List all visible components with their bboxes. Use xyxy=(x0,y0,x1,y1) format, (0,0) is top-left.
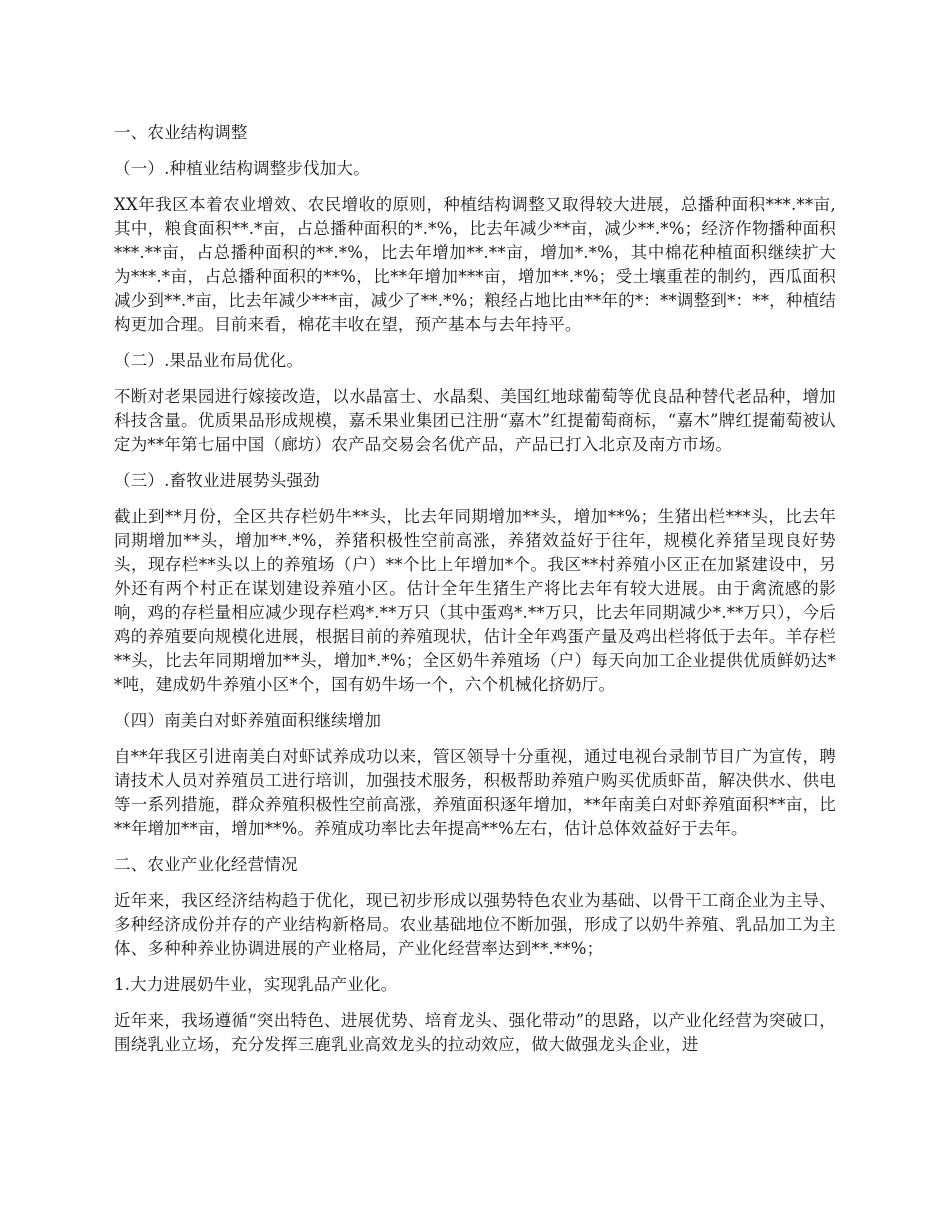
paragraph-fruit: 不断对老果园进行嫁接改造，以水晶富士、水晶梨、美国红地球葡萄等优良品种替代老品种，增加科技含量。优质果品形成规模，嘉禾果业集团已注册“嘉木”红提葡萄商标，“嘉木”牌红提葡萄被认定为**年第七届中国（廊坊）农产品交易会名优产品，产品已打入北京及南方市场。 xyxy=(114,387,836,454)
section-heading-1: 一、农业结构调整 xyxy=(114,123,248,142)
subsection-heading-2-1: 1.大力进展奶牛业，实现乳品产业化。 xyxy=(114,975,398,994)
subsection-heading-1-2: （二）.果品业布局优化。 xyxy=(114,351,304,370)
subsection-heading-1-4: （四）南美白对虾养殖面积继续增加 xyxy=(114,711,382,730)
paragraph-dairy: 近年来，我场遵循“突出特色、进展优势、培育龙头、强化带动”的思路，以产业化经营为突破口，围绕乳业立场，充分发挥三鹿乳业高效龙头的拉动效应，做大做强龙头企业，进 xyxy=(114,1011,836,1054)
paragraph-industrialization: 近年来，我区经济结构趋于优化，现已初步形成以强势特色农业为基础、以骨干工商企业为主导、多种经济成份并存的产业结构新格局。农业基础地位不断加强，形成了以奶牛养殖、乳品加工为主体、多种种养业协调进展的产业格局，产业化经营率达到**.**%； xyxy=(114,891,836,958)
section-heading-2: 二、农业产业化经营情况 xyxy=(114,855,298,874)
paragraph-shrimp: 自**年我区引进南美白对虾试养成功以来，管区领导十分重视，通过电视台录制节目广为宣传，聘请技术人员对养殖员工进行培训，加强技术服务，积极帮助养殖户购买优质虾苗，解决供水、供电等一系列措施，群众养殖积极性空前高涨，养殖面积逐年增加，**年南美白对虾养殖面积**亩，比**年增加**亩，增加**%。养殖成功率比去年提高**%左右，估计总体效益好于去年。 xyxy=(114,747,836,838)
document-body xyxy=(114,121,836,1057)
subsection-heading-1-1: （一）.种植业结构调整步伐加大。 xyxy=(114,159,370,178)
subsection-heading-1-3: （三）.畜牧业进展势头强劲 xyxy=(114,471,320,490)
paragraph-planting: XX年我区本着农业增效、农民增收的原则，种植结构调整又取得较大进展，总播种面积***.**亩,其中，粮食面积**.*亩，占总播种面积的*.*%，比去年减少**亩，减少**.*%；经济作物播种面积***.**亩，占总播种面积的**.*%，比去年增加**.**亩，增加*.*%，其中棉花种植面积继续扩大为***.*亩，占总播种面积的**%，比**年增加***亩，增加**.*%；受土壤重茬的制约，西瓜面积减少到**.*亩，比去年减少***亩，减少了**.*%；粮经占地比由**年的*：**调整到*：**，种植结构更加合理。目前来看，棉花丰收在望，预产基本与去年持平。 xyxy=(114,195,836,334)
paragraph-livestock: 截止到**月份，全区共存栏奶牛**头，比去年同期增加**头，增加**%；生猪出栏***头，比去年同期增加**头，增加**.*%，养猪积极性空前高涨，养猪效益好于往年，规模化养猪呈现良好势头，现存栏**头以上的养殖场（户）**个比上年增加*个。我区**村养殖小区正在加紧建设中，另外还有两个村正在谋划建设养殖小区。估计全年生猪生产将比去年有较大进展。由于禽流感的影响，鸡的存栏量相应减少现存栏鸡*.**万只（其中蛋鸡*.**万只，比去年同期减少*.**万只），今后鸡的养殖要向规模化进展，根据目前的养殖现状，估计全年鸡蛋产量及鸡出栏将低于去年。羊存栏**头，比去年同期增加**头，增加*.*%；全区奶牛养殖场（户）每天向加工企业提供优质鲜奶达**吨，建成奶牛养殖小区*个，国有奶牛场一个，六个机械化挤奶厅。 xyxy=(114,507,836,694)
